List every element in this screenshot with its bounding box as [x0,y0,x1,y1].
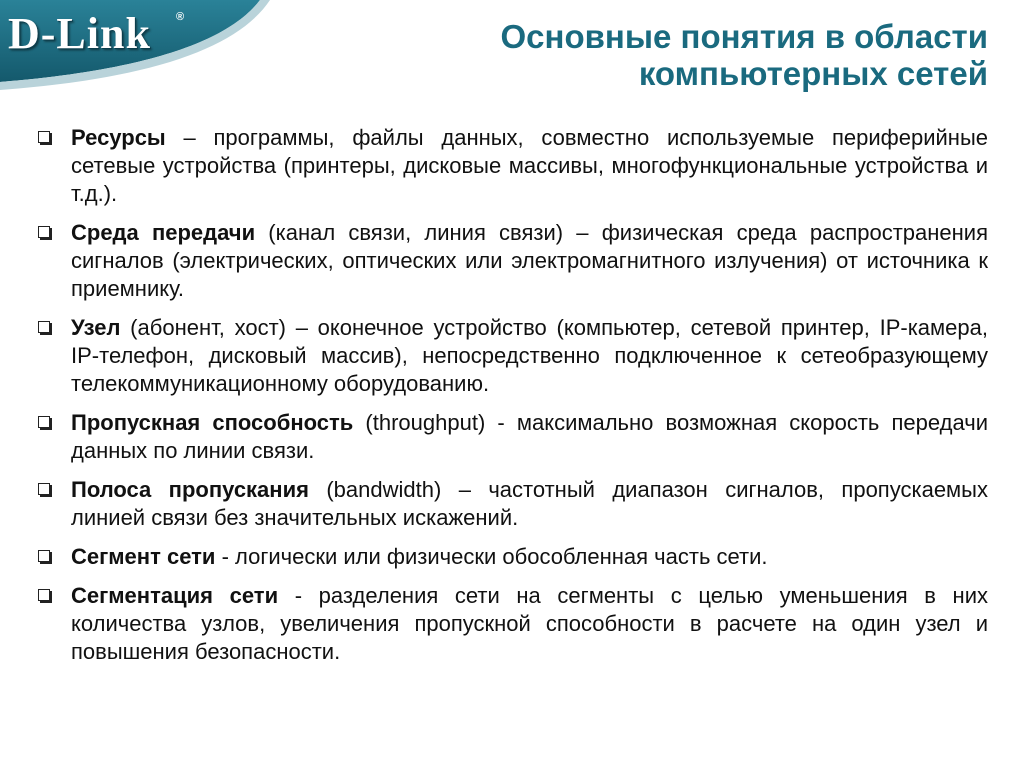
list-item [38,543,988,571]
definition: - разделения сети на сегменты с целью уменьшения в них количества узлов, увеличения пропускной способности в расчете на один узел и повышения безопасности. [71,583,988,664]
registered-mark: ® [176,11,185,23]
definition: (канал связи, линия связи) – физическая среда распространения сигналов (электрических, оптических или электромагнитного излучения) от источника к приемнику. [71,220,988,301]
list-item [38,124,988,208]
definitions-list [38,124,988,677]
term: Сегментация сети [71,583,279,608]
checkbox-bullet-icon [38,416,50,428]
list-item [38,476,988,532]
term: Полоса пропускания [71,477,309,502]
term: Сегмент сети [71,544,216,569]
list-item [38,409,988,465]
checkbox-bullet-icon [38,589,50,601]
page-title [348,18,988,92]
checkbox-bullet-icon [38,550,50,562]
definition: (throughput) - максимально возможная скорость передачи данных по линии связи. [71,410,988,463]
definition: (абонент, хост) – оконечное устройство (компьютер, сетевой принтер, IP-камера, IP-телефон, дисковый массив), непосредственно подключенное к сетеобразующему телекоммуникационному оборудованию. [71,315,988,396]
term: Пропускная способность [71,410,354,435]
term: Узел [71,315,121,340]
checkbox-bullet-icon [38,483,50,495]
checkbox-bullet-icon [38,321,50,333]
term: Среда передачи [71,220,256,245]
definition: - логически или физически обособленная часть сети. [215,544,768,569]
title-line-1: Основные понятия в области [500,18,988,55]
term: Ресурсы [71,125,166,150]
list-item [38,582,988,666]
list-item [38,219,988,303]
dlink-logo: D-Link [8,9,151,58]
title-line-2: компьютерных сетей [638,55,988,92]
definition: (bandwidth) – частотный диапазон сигналов, пропускаемых линией связи без значительных искажений. [71,477,988,530]
list-item [38,314,988,398]
checkbox-bullet-icon [38,226,50,238]
checkbox-bullet-icon [38,131,50,143]
definition: – программы, файлы данных, совместно используемые периферийные сетевые устройства (принтеры, дисковые массивы, многофункциональные устройства и т.д.). [71,125,988,206]
